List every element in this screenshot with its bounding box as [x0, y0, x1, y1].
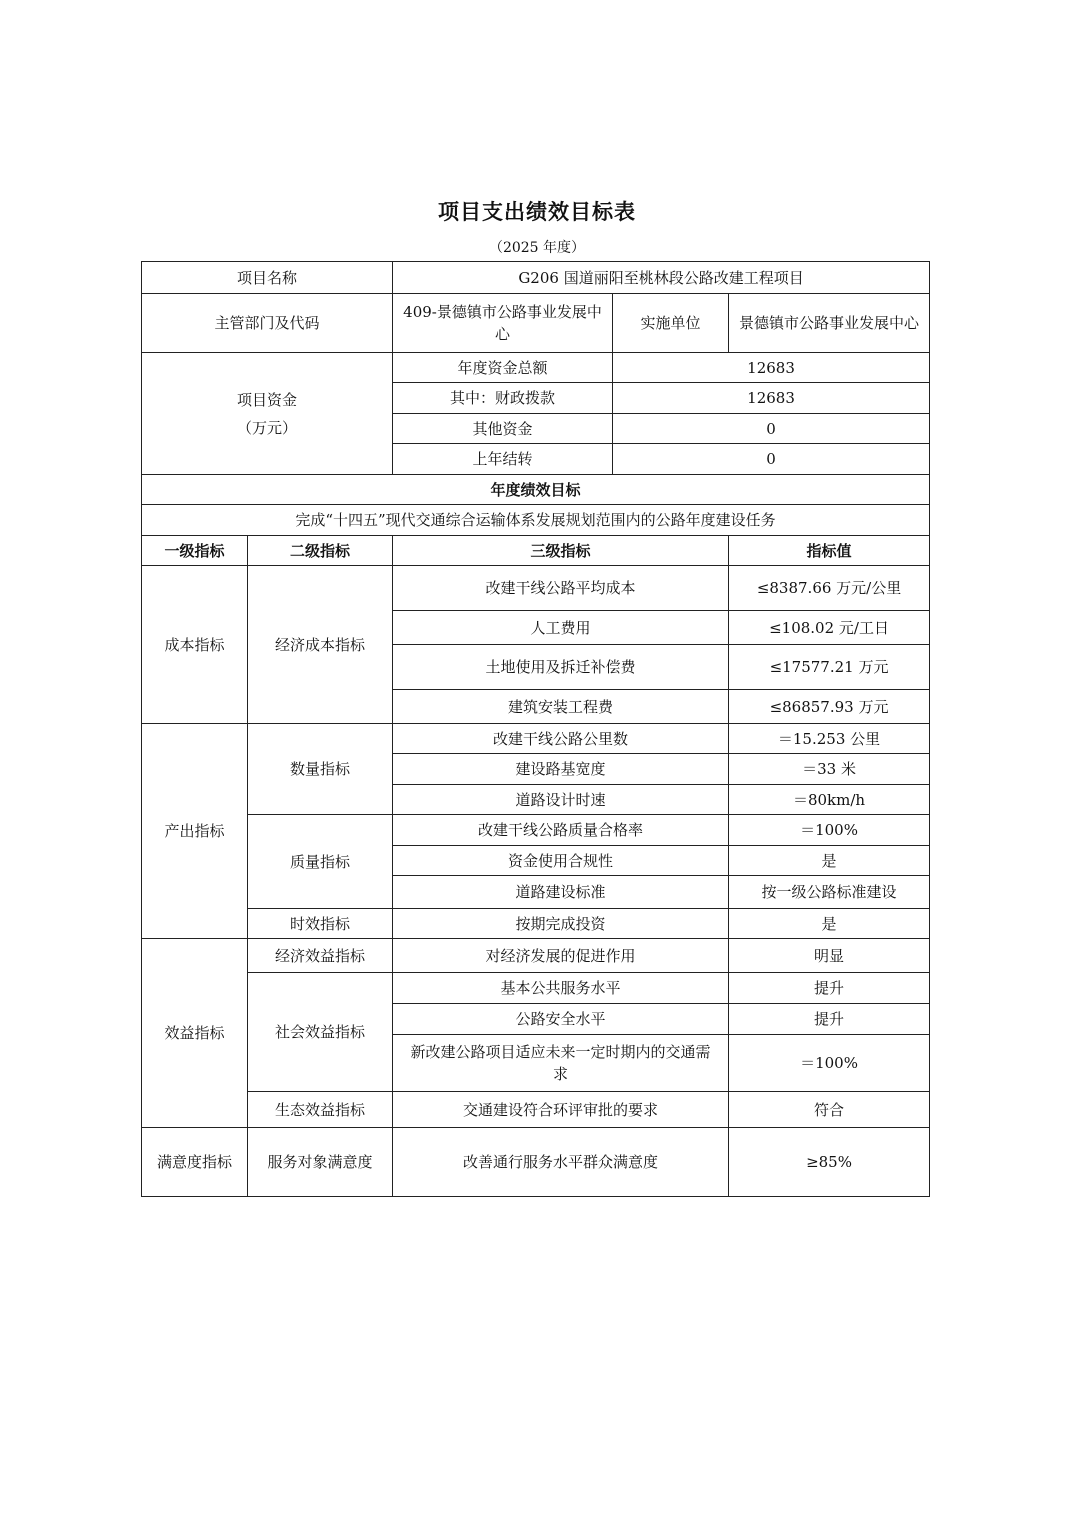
indicator-name: 道路设计时速	[393, 785, 729, 815]
table-row	[142, 294, 930, 353]
table-row	[142, 1128, 930, 1197]
impl-unit-value: 景德镇市公路事业发展中心	[729, 294, 930, 353]
page-title: 项目支出绩效目标表	[438, 200, 636, 224]
indicator-name	[393, 1035, 729, 1092]
timeliness-level2: 时效指标	[248, 909, 393, 939]
table-row	[142, 939, 930, 973]
indicator-value: ＝33 米	[729, 754, 930, 785]
table-row	[142, 1092, 930, 1128]
indicator-value: ≤17577.21 万元	[729, 645, 930, 690]
indicator-value: ≤108.02 元/工日	[729, 611, 930, 645]
indicator-value: 按一级公路标准建设	[729, 876, 930, 909]
column-header-level2: 二级指标	[248, 536, 393, 566]
funds-row-label: 年度资金总额	[393, 353, 613, 383]
dept-label: 主管部门及代码	[142, 294, 393, 353]
funds-row-label: 其中：财政拨款	[393, 383, 613, 414]
table-row	[142, 909, 930, 939]
dept-value	[393, 294, 613, 353]
indicator-value: ≤86857.93 万元	[729, 690, 930, 724]
column-header-level3: 三级指标	[393, 536, 729, 566]
table-header-row	[142, 536, 930, 566]
ecological-level2: 生态效益指标	[248, 1092, 393, 1128]
indicator-value: ＝100%	[729, 815, 930, 846]
indicator-value: ＝15.253 公里	[729, 724, 930, 754]
satisfaction-level2: 服务对象满意度	[248, 1128, 393, 1197]
indicator-value: 符合	[729, 1092, 930, 1128]
indicator-value: ≤8387.66 万元/公里	[729, 566, 930, 611]
indicator-name-line1: 新改建公路项目适应未来一定时期内的交通需	[410, 1043, 711, 1061]
indicator-name: 道路建设标准	[393, 876, 729, 909]
table-row	[142, 815, 930, 846]
funds-row-label: 上年结转	[393, 444, 613, 475]
performance-target-table	[141, 261, 930, 1197]
indicator-name: 改善通行服务水平群众满意度	[393, 1128, 729, 1197]
indicator-value: ＝80km/h	[729, 785, 930, 815]
indicator-name: 公路安全水平	[393, 1004, 729, 1035]
indicator-name: 土地使用及拆迁补偿费	[393, 645, 729, 690]
page-subtitle-year: （2025 年度）	[488, 240, 586, 256]
table-row	[142, 973, 930, 1004]
quantity-level2: 数量指标	[248, 724, 393, 815]
table-row	[142, 566, 930, 611]
table-row	[142, 724, 930, 754]
indicator-value: ＝100%	[729, 1035, 930, 1092]
indicator-name: 建设路基宽度	[393, 754, 729, 785]
table-row	[142, 262, 930, 294]
benefit-level1: 效益指标	[142, 939, 248, 1128]
funds-row-label: 其他资金	[393, 414, 613, 444]
funds-label	[142, 353, 393, 475]
indicator-value: 是	[729, 846, 930, 876]
indicator-name: 基本公共服务水平	[393, 973, 729, 1004]
cost-level2: 经济成本指标	[248, 566, 393, 724]
table-row	[142, 475, 930, 505]
indicator-value: 是	[729, 909, 930, 939]
indicator-name: 对经济发展的促进作用	[393, 939, 729, 973]
funds-label-line1: 项目资金	[237, 390, 298, 409]
indicator-name: 建筑安装工程费	[393, 690, 729, 724]
indicator-name: 人工费用	[393, 611, 729, 645]
indicator-name: 交通建设符合环评审批的要求	[393, 1092, 729, 1128]
project-name-value: G206 国道丽阳至桃林段公路改建工程项目	[393, 262, 930, 294]
annual-goal-text: 完成“十四五”现代交通综合运输体系发展规划范围内的公路年度建设任务	[142, 505, 930, 536]
indicator-name: 改建干线公路质量合格率	[393, 815, 729, 846]
indicator-value: ≥85%	[729, 1128, 930, 1197]
funds-label-line2: （万元）	[237, 418, 298, 437]
indicator-value: 提升	[729, 973, 930, 1004]
impl-unit-label: 实施单位	[613, 294, 729, 353]
quality-level2: 质量指标	[248, 815, 393, 909]
funds-row-value: 0	[613, 444, 930, 475]
table-row	[142, 505, 930, 536]
dept-value-line2: 心	[495, 325, 511, 343]
indicator-value: 明显	[729, 939, 930, 973]
funds-row-value: 0	[613, 414, 930, 444]
indicator-name: 改建干线公路公里数	[393, 724, 729, 754]
indicator-name: 改建干线公路平均成本	[393, 566, 729, 611]
funds-row-value: 12683	[613, 383, 930, 414]
indicator-name-line2: 求	[553, 1065, 569, 1083]
annual-goal-header: 年度绩效目标	[142, 475, 930, 505]
cost-level1: 成本指标	[142, 566, 248, 724]
indicator-name: 资金使用合规性	[393, 846, 729, 876]
funds-row-value: 12683	[613, 353, 930, 383]
satisfaction-level1: 满意度指标	[142, 1128, 248, 1197]
indicator-value: 提升	[729, 1004, 930, 1035]
column-header-level1: 一级指标	[142, 536, 248, 566]
column-header-value: 指标值	[729, 536, 930, 566]
economic-level2: 经济效益指标	[248, 939, 393, 973]
table-row	[142, 353, 930, 383]
dept-value-line1: 409-景德镇市公路事业发展中	[403, 303, 602, 321]
output-level1: 产出指标	[142, 724, 248, 939]
indicator-name: 按期完成投资	[393, 909, 729, 939]
project-name-label: 项目名称	[142, 262, 393, 294]
social-level2: 社会效益指标	[248, 973, 393, 1092]
